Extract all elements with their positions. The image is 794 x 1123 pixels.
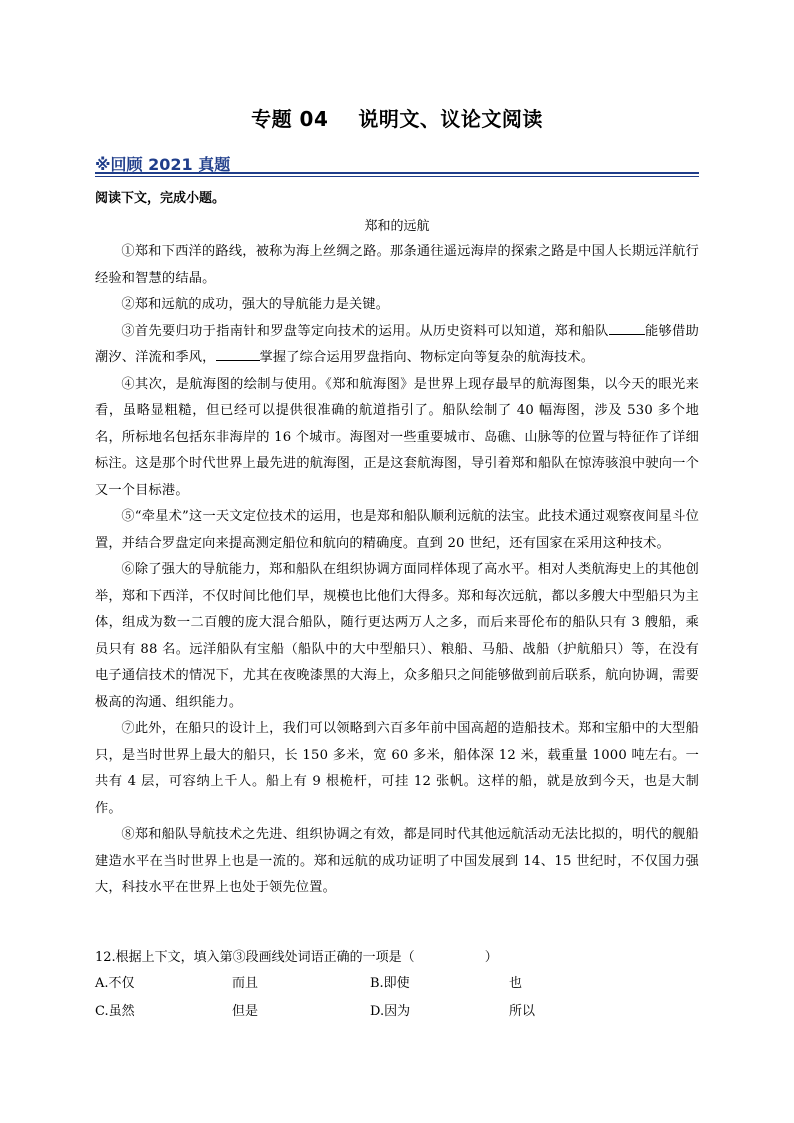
paragraph-5: ⑤“牵星术”这一天文定位技术的运用，也是郑和船队顺利远航的法宝。此技术通过观察夜间星斗位置，并结合罗盘定向来提高测定船位和航向的精确度。直到 20 世纪，还有国家在采用这种技术。 [95, 509, 699, 551]
passage-title: 郑和的远航 [364, 219, 430, 234]
paragraph-6: ⑥除了强大的导航能力，郑和船队在组织协调方面同样体现了高水平。相对人类航海史上的其他创举，郑和下西洋，不仅时间比他们早，规模也比他们大得多。郑和每次远航，都以多艘大中型船只为主体，组成为数一二百艘的庞大混合船队，随行更达两万人之多，而后来哥伦布的船队只有 3 艘船，乘员只有 88 名。远洋船队有宝船（船队中的大中型船只）、粮船、马船、战船（护航船只）等，在没有电子通信技术的情况下，尤其在夜晚漆黑的大海上，众多船只之间能够做到前后联系，航向协调，需要极高的沟通、组织能力。 [95, 562, 699, 710]
topic-number: 专题 04 [251, 107, 329, 131]
passage-body [95, 239, 699, 902]
option-a[interactable]: A.不仅 [95, 976, 135, 991]
option-b-pair: 也 [509, 976, 523, 991]
question-12 [95, 945, 699, 1027]
option-c[interactable]: C.虽然 [95, 1004, 135, 1019]
paragraph-3-part-3: 掌握了综合运用罗盘指向、物标定向等复杂的航海技术。 [259, 350, 595, 365]
question-stem-text: 12.根据上下文，填入第③段画线处词语正确的一项是（ [95, 950, 415, 965]
paragraph-3 [95, 319, 699, 372]
option-c-pair: 但是 [232, 1004, 259, 1019]
paragraph-2: ②郑和远航的成功，强大的导航能力是关键。 [121, 297, 390, 312]
topic-subject: 说明文、议论文阅读 [358, 107, 543, 131]
heading-rule-thin [95, 176, 699, 177]
reading-instruction: 阅读下文，完成小题。 [95, 191, 226, 206]
page-title [0, 103, 794, 132]
paragraph-3-part-1: ③首先要归功于指南针和罗盘等定向技术的运用。从历史资料可以知道，郑和船队 [121, 323, 609, 339]
paragraph-8: ⑧郑和船队导航技术之先进、组织协调之有效，都是同时代其他远航活动无法比拟的，明代的舰船建造水平在当时世界上也是一流的。郑和远航的成功证明了中国发展到 14、15 世纪时，不仅国力强大，科技水平在世界上也处于领先位置。 [95, 827, 699, 895]
paragraph-7: ⑦此外，在船只的设计上，我们可以领略到六百多年前中国高超的造船技术。郑和宝船中的大型船只，是当时世界上最大的船只，长 150 多米，宽 60 多米，船体深 12 米，载重量 1000 吨左右。一共有 4 层，可容纳上千人。船上有 9 根桅杆，可挂 12 张帆。这样的船，就是放到今天，也是大制作。 [95, 721, 699, 816]
paragraph-4: ④其次，是航海图的绘制与使用。《郑和航海图》是世界上现存最早的航海图集，以今天的眼光来看，虽略显粗糙，但已经可以提供很准确的航道指引了。船队绘制了 40 幅海图，涉及 530 多个地名，所标地名包括东非海岸的 16 个城市。海图对一些重要城市、岛礁、山脉等的位置与特征作了详细标注。这是那个时代世界上最先进的航海图，正是这套航海图，导引着郑和船队在惊涛骇浪中驶向一个又一个目标港。 [95, 376, 699, 498]
heading-rule-thick [95, 172, 699, 174]
paragraph-1: ①郑和下西洋的路线，被称为海上丝绸之路。那条通往遥远海岸的探索之路是中国人长期远洋航行经验和智慧的结晶。 [95, 244, 699, 286]
option-b[interactable]: B.即使 [370, 976, 410, 991]
fill-blank-1 [609, 320, 645, 335]
option-a-pair: 而且 [232, 976, 259, 991]
option-d-pair: 所以 [509, 1004, 536, 1019]
fill-blank-2 [216, 346, 260, 361]
question-stem-close: ） [484, 950, 498, 965]
question-stem [95, 945, 699, 971]
section-heading: ※回顾 2021 真题 [95, 155, 231, 174]
options-row-2 [95, 999, 699, 1027]
option-d[interactable]: D.因为 [370, 1004, 411, 1019]
paragraph-3-part-2: 能够借助潮汐、洋流和季风， [95, 323, 699, 365]
options-row-1 [95, 971, 699, 999]
